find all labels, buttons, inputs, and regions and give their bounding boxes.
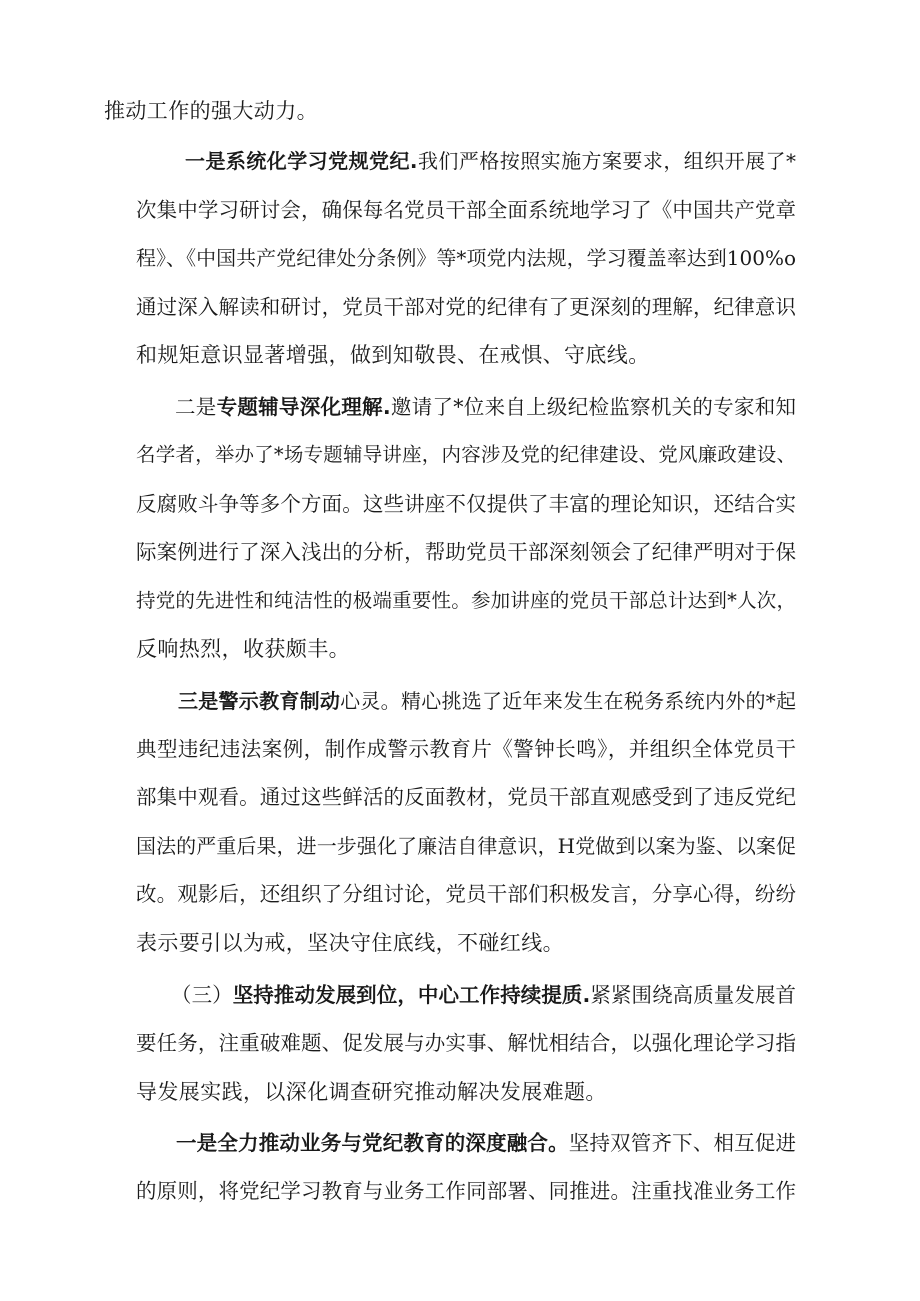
paragraph-first-line [175,392,796,422]
section-heading: 三是警示教育制动 [178,689,341,713]
paragraph-line: 的原则，将党纪学习教育与业务工作同部署、同推进。注重找准业务工作 [136,1179,796,1203]
paragraph-line: 反响热烈，收获颇丰。 [136,637,350,661]
paragraph-line: 要任务，注重破难题、促发展与办实事、解忧相结合，以强化理论学习指 [136,1031,796,1055]
paragraph-line: 和规矩意识显著增强，做到知敬畏、在戒惧、守底线。 [136,343,650,367]
paragraph-text: 邀请了*位来自上级纪检监察机关的专家和知 [390,395,797,419]
paragraph-line: 程》、《中国共产党纪律处分条例》等*项党内法规，学习覆盖率达到100%o [136,246,796,270]
paragraph-line: 导发展实践，以深化调查研究推动解决发展难题。 [136,1080,607,1104]
section-heading: 坚持推动发展到位，中心工作持续提质. [232,983,591,1007]
paragraph-line: 国法的严重后果，进一步强化了廉洁自律意识，H党做到以案为鉴、以案促 [136,834,796,858]
paragraph-line: 际案例进行了深入浅出的分析，帮助党员干部深刻领会了纪律严明对于保 [136,540,796,564]
paragraph-first-line [171,980,796,1010]
paragraph-prefix: 二是 [175,395,217,419]
paragraph-text: 坚持双管齐下、相互促进 [568,1131,797,1155]
paragraph-line: 改。观影后，还组织了分组讨论，党员干部们积极发言，分享心得，纷纷 [136,882,796,906]
paragraph-prefix: （三） [171,983,233,1007]
paragraph-line: 推动工作的强大动力。 [104,99,318,123]
paragraph-line: 典型违纪违法案例，制作成警示教育片《警钟长鸣》，并组织全体党员干 [136,737,796,761]
paragraph-line: 持党的先进性和纯洁性的极端重要性。参加讲座的党员干部总计达到*人次， [136,589,796,612]
section-heading: 一是全力推动业务与党纪教育的深度融合。 [176,1131,569,1155]
paragraph-line: 次集中学习研讨会，确保每名党员干部全面系统地学习了《中国共产党章 [136,198,796,222]
paragraph-text: 紧紧围绕高质量发展首 [590,983,797,1007]
paragraph-line: 反腐败斗争等多个方面。这些讲座不仅提供了丰富的理论知识，还结合实 [136,492,796,516]
paragraph-first-line [185,146,796,176]
paragraph-line: 名学者，举办了*场专题辅导讲座，内容涉及党的纪律建设、党风廉政建设、 [136,443,796,466]
paragraph-first-line [178,686,796,716]
paragraph-line: 表示要引以为戒，坚决守住底线，不碰红线。 [136,931,564,955]
paragraph-text: 我们严格按照实施方案要求，组织开展了* [417,149,796,173]
paragraph-line: 部集中观看。通过这些鲜活的反面教材，党员干部直观感受到了违反党纪 [136,785,796,809]
paragraph-first-line [176,1128,796,1158]
section-heading: 专题辅导深化理解. [216,395,391,419]
section-heading: 一是系统化学习党规党纪. [185,149,418,173]
paragraph-text: 心灵。精心挑选了近年来发生在税务系统内外的*起 [340,689,797,713]
paragraph-line: 通过深入解读和研讨，党员干部对党的纪律有了更深刻的理解，纪律意识 [136,295,796,319]
